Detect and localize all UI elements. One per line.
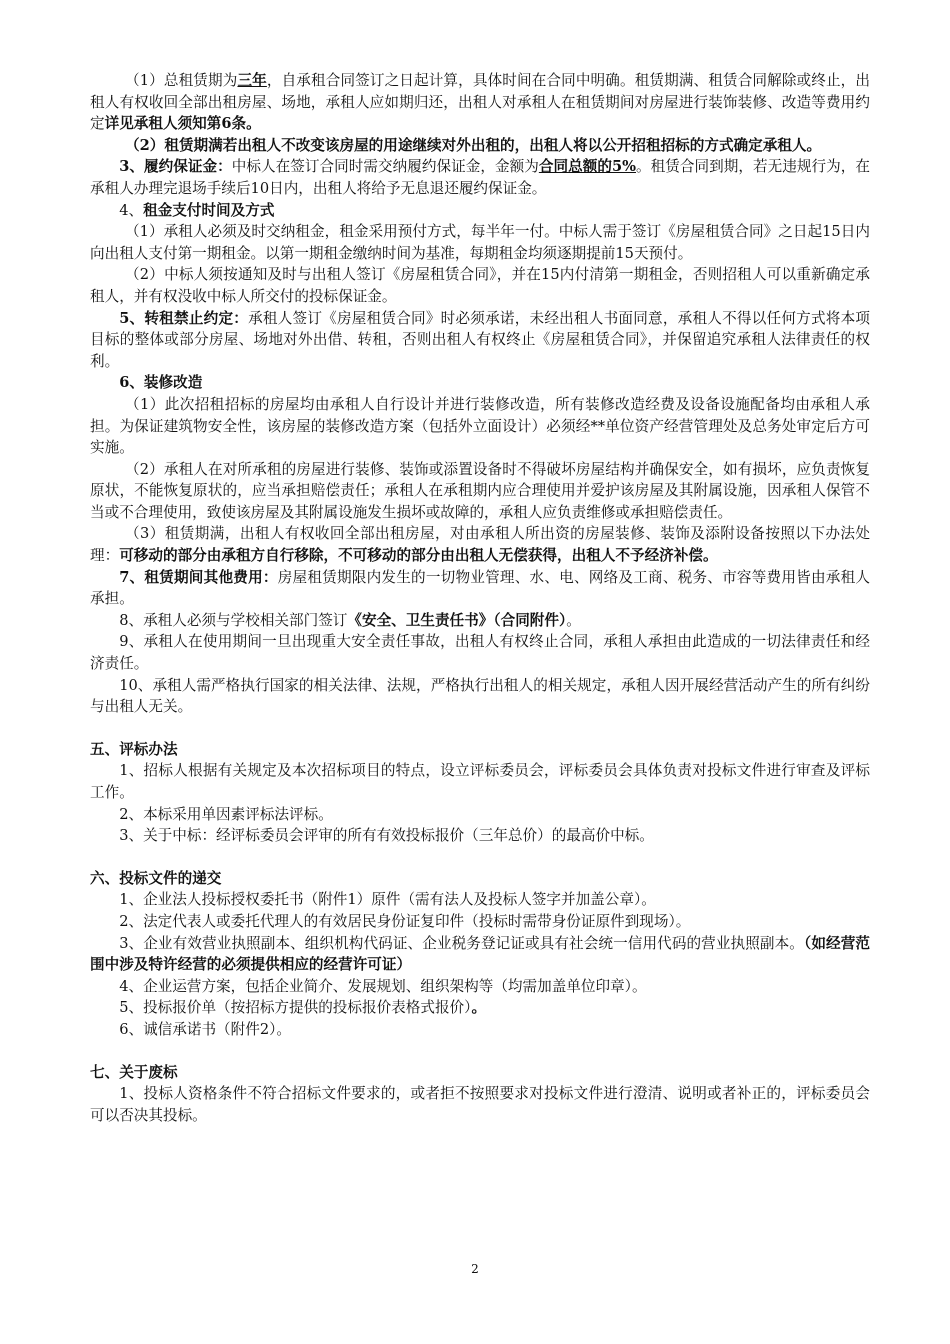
clause-1-1: （1）总租赁期为三年，自承租合同签订之日起计算，具体时间在合同中明确。租赁期满、租赁合同解除或终止，出租人有权收回全部出租房屋、场地，承租人应如期归还，出租人对承租人在租赁期间对房屋进行装饰装修、改造等费用约定详见承租人须知第6条。 (90, 72, 870, 133)
section-6-item-2: 2、法定代表人或委托代理人的有效居民身份证复印件（投标时需带身份证原件到现场）。 (119, 912, 691, 930)
section-6-item-3: 3、企业有效营业执照副本、组织机构代码证、企业税务登记证或具有社会统一信用代码的营业执照副本。（如经营范围中涉及特许经营的必须提供相应的经营许可证） (90, 934, 870, 974)
clause-4-1: （1）承租人必须及时交纳租金，租金采用预付方式，每半年一付。中标人需于签订《房屋租赁合同》之日起15日内向出租人支付第一期租金。以第一期租金缴纳时间为基准，每期租金均须逐期提前15天预付。 (90, 223, 870, 262)
clause-6-3: （3）租赁期满，出租人有权收回全部出租房屋，对由承租人所出资的房屋装修、装饰及添附设备按照以下办法处理：可移动的部分由承租方自行移除，不可移动的部分由出租人无偿获得，出租人不予经济补偿。 (90, 525, 870, 565)
section-6-title: 六、投标文件的递交 (90, 869, 222, 887)
clause-9: 9、承租人在使用期间一旦出现重大安全责任事故，出租人有权终止合同，承租人承担由此造成的一切法律责任和经济责任。 (90, 633, 870, 673)
section-6-item-4: 4、企业运营方案，包括企业简介、发展规划、组织架构等（均需加盖单位印章）。 (119, 977, 647, 995)
section-6-item-5: 5、投标报价单（按招标方提供的投标报价表格式报价）。 (119, 999, 487, 1017)
reference-emphasis: 详见承租人须知第6条。 (104, 115, 261, 133)
document-body (90, 70, 870, 1126)
clause-6-2: （2）承租人在对所承租的房屋进行装修、装饰或添置设备时不得破坏房屋结构并确保安全，如有损坏，应负责恢复原状，不能恢复原状的，应当承担赔偿责任；承租人在承租期内应合理使用并爱护该房屋及其附属设施，因承租人保管不当或不合理使用，致使该房屋及其附属设施发生损坏或故障的，承租人应负责维修或承担赔偿责任。 (90, 460, 870, 521)
section-6-item-6: 6、诚信承诺书（附件2）。 (119, 1020, 291, 1038)
section-7-item-1: 1、投标人资格条件不符合招标文件要求的，或者拒不按照要求对投标文件进行澄清、说明或者补正的，评标委员会可以否决其投标。 (90, 1085, 870, 1124)
section-5-item: 3、关于中标：经评标委员会评审的所有有效投标报价（三年总价）的最高价中标。 (119, 827, 654, 845)
page-number: 2 (471, 1262, 479, 1276)
clause-6-heading: 6、装修改造 (119, 374, 203, 392)
clause-6-1: （1）此次招租招标的房屋均由承租人自行设计并进行装修改造，所有装修改造经费及设备设施配备均由承租人承担。为保证建筑物安全性，该房屋的装修改造方案（包括外立面设计）必须经**单位资产经营管理处及总务处审定后方可实施。 (90, 395, 870, 457)
term-emphasis: 三年 (237, 72, 267, 89)
clause-10: 10、承租人需严格执行国家的相关法律、法规，严格执行出租人的相关规定，承租人因开展经营活动产生的所有纠纷与出租人无关。 (90, 676, 870, 716)
clause-4-2: （2）中标人须按通知及时与出租人签订《房屋租赁合同》，并在15内付清第一期租金，否则招租人可以重新确定承租人，并有权没收中标人所交付的投标保证金。 (90, 266, 870, 305)
section-6-item-1: 1、企业法人投标授权委托书（附件1）原件（需有法人及投标人签字并加盖公章）。 (119, 891, 656, 909)
clause-8: 8、承租人必须与学校相关部门签订《安全、卫生责任书》（合同附件）。 (119, 611, 581, 629)
clause-7: 7、租赁期间其他费用：房屋租赁期限内发生的一切物业管理、水、电、网络及工商、税务、市容等费用皆由承租人承担。 (90, 568, 871, 608)
clause-3: 3、履约保证金：中标人在签订合同时需交纳履约保证金，金额为合同总额的5%。租赁合同到期，若无违规行为，在承租人办理完退场手续后10日内，出租人将给予无息退还履约保证金。 (90, 158, 870, 197)
section-5-title: 五、评标办法 (90, 740, 178, 758)
section-7-title: 七、关于废标 (90, 1063, 178, 1081)
clause-1-2: （2）租赁期满若出租人不改变该房屋的用途继续对外出租的，出租人将以公开招租招标的方式确定承租人。 (125, 136, 822, 154)
deposit-amount: 合同总额的5% (538, 158, 636, 176)
clause-5: 5、转租禁止约定：承租人签订《房屋租赁合同》时必须承诺，未经出租人书面同意，承租人不得以任何方式将本项目标的整体或部分房屋、场地对外出借、转租，否则出租人有权终止《房屋租赁合同》，并保留追究承租人法律责任的权利。 (90, 309, 871, 370)
section-5-item: 2、本标采用单因素评标法评标。 (119, 805, 333, 823)
section-5-item: 1、招标人根据有关规定及本次招标项目的特点，设立评标委员会，评标委员会具体负责对投标文件进行审查及评标工作。 (90, 762, 870, 801)
clause-4-heading: 4、租金支付时间及方式 (119, 201, 275, 219)
